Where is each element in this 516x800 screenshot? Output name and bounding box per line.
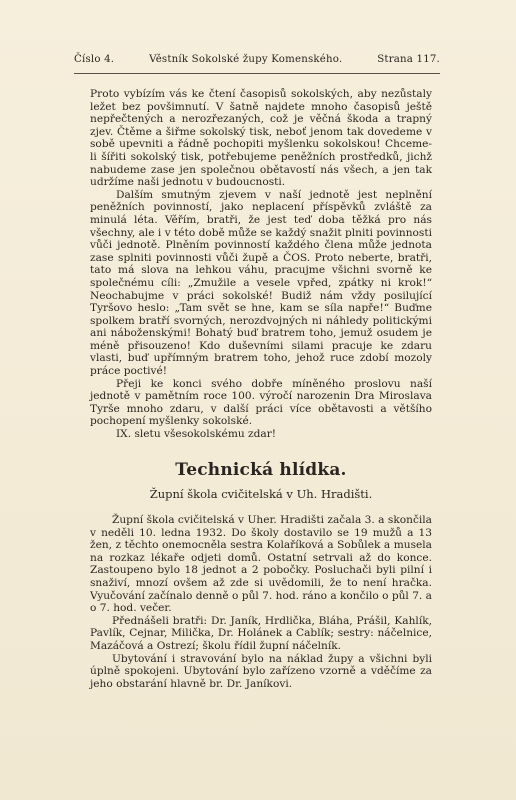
- paragraph: Proto vybízím vás ke čtení časopisů sokolských, aby nezůstaly ležet bez povšimnutí. V šatně najdete mnoho časopisů ještě nepřečtených a nerozřezaných, což je věčná škoda a trapný zjev. Čtěme a šiřme sokolský tisk, neboť jenom tak dovedeme v sobě upevniti a řádně pochopiti myšlenku sokolskou! Chceme-li šířiti sokolský tisk, potřebujeme peněžních prostředků, jichž nabudeme zase jen společnou obětavostí nás všech, a jen tak udržíme naši jednotu v budoucnosti.: [90, 88, 432, 189]
- section-subtitle: Župní škola cvičitelská v Uh. Hradišti.: [149, 487, 373, 501]
- paragraph: Dalším smutným zjevem v naší jednotě jest neplnění peněžních povinností, jako neplacení příspěvků zvláště za minulá léta. Věřím, bratři, že jest teď doba těžká pro nás všechny, ale i v této době může se každý snažit plniti povinnosti vůči jednotě. Plněním povinností každého člena může jednota zase splniti povinnosti vůči župě a ČOS. Proto neberte, bratři, tato má slova na lehkou váhu, pracujme všichni svorně ke společnému cíli: „Zmužile a vesele vpřed, zpátky ni krok!“ Neochabujme v práci sokolské! Budiž nám vždy posilující Tyršovo heslo: „Tam svět se hne, kam se síla napře!“ Buďme spolkem bratří svorných, nerozdvojných ni náhledy politickými ani náboženskými! Bohatý buď bratrem toho, jemuž osudem je méně přisouzeno! Kdo duševními silami pracuje ke zdaru vlasti, buď upřímným bratrem toho, jehož ruce zdobí mozoly práce poctivé!: [90, 188, 432, 378]
- closing-line: IX. sletu všesokolskému zdar!: [116, 428, 277, 441]
- section-body: [90, 514, 432, 690]
- paragraph: Ubytování i stravování bylo na náklad župy a všichni byli úplně spokojeni. Ubytování bylo zařízeno vzorně a vděčíme za jeho obstarání hlavně br. Dr. Janíkovi.: [90, 652, 432, 690]
- page-number: Strana 117.: [377, 54, 440, 65]
- paragraph: Přeji ke konci svého dobře míněného proslovu naší jednotě v pamětním roce 100. výročí narozenin Dra Miroslava Tyrše mnoho zdaru, v další práci více obětavosti a většího pochopení myšlenky sokolské.: [90, 377, 432, 428]
- article-body: [90, 88, 432, 441]
- issue-number: Číslo 4.: [74, 54, 115, 65]
- paragraph: Přednášeli bratři: Dr. Janík, Hrdlička, Bláha, Prášil, Kahlík, Pavlík, Cejnar, Milička, Dr. Holánek a Cablík; sestry: náčelnice, Mazáčová a Ostrezí; školu řídil župní náčelník.: [90, 614, 432, 652]
- section-title: Technická hlídka.: [175, 460, 347, 480]
- header-rule: [74, 73, 440, 74]
- page-header: [74, 54, 440, 65]
- paragraph: Župní škola cvičitelská v Uher. Hradišti začala 3. a skončila v neděli 10. ledna 1932. Do školy dostavilo se 19 mužů a 13 žen, z těchto onemocněla sestra Kolaříková a Sobůlek a musela na rozkaz lékaře odjeti domů. Ostatní setrvali až do konce. Zastoupeno bylo 18 jednot a 2 pobočky. Posluchači byli pilní i snaživí, mnozí ovšem až zde si uvědomili, že to není hračka. Vyučování začínalo denně o půl 7. hod. ráno a končilo o půl 7. a o 7. hod. večer.: [90, 514, 432, 615]
- journal-title: Věstník Sokolské župy Komenského.: [149, 54, 343, 65]
